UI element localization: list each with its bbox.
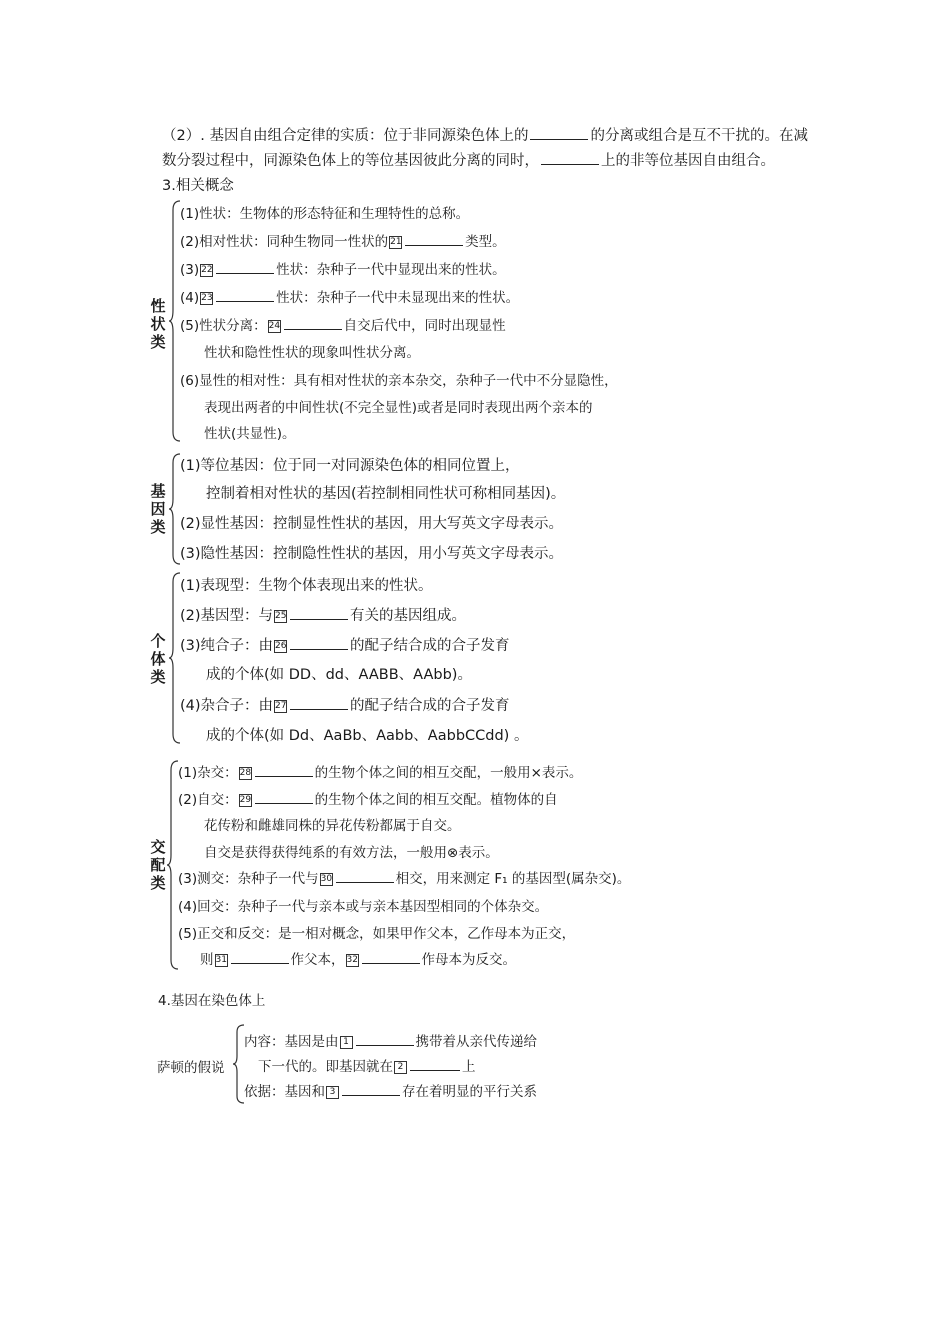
blank-number: 21 xyxy=(390,236,402,247)
trait-item-2 xyxy=(180,233,506,251)
blank-number: 31 xyxy=(215,954,227,965)
para2-text: 上的非等位基因自由组合。 xyxy=(601,153,775,169)
mating-item-4: (4)回交：杂种子一代与亲本或与亲本基因型相同的个体杂交。 xyxy=(178,899,549,915)
mating-item-2 xyxy=(178,791,558,809)
item-text: 的配子结合成的合子发育 xyxy=(350,698,510,714)
mating-category-label: 交配类 xyxy=(150,838,166,892)
blank-number: 25 xyxy=(275,610,287,621)
blank-number: 27 xyxy=(275,700,287,711)
section3-title: 3.相关概念 xyxy=(162,178,234,194)
item-text: (3)测交：杂种子一代与 xyxy=(178,871,319,887)
individual-item-1: (1)表现型：生物个体表现出来的性状。 xyxy=(180,578,433,594)
answer-blank[interactable] xyxy=(255,791,313,804)
trait-item-6-cont2: 性状(共显性)。 xyxy=(204,426,296,442)
mating-item-2-cont: 花传粉和雌雄同株的异花传粉都属于自交。 xyxy=(204,818,461,834)
item-text: 作母本为反交。 xyxy=(421,952,516,968)
answer-blank[interactable] xyxy=(362,951,420,964)
trait-item-4 xyxy=(180,289,519,307)
para2-text: （2）. 基因自由组合定律的实质：位于非同源染色体上的 xyxy=(162,128,529,144)
answer-blank[interactable] xyxy=(541,152,599,165)
blank-number: 26 xyxy=(275,640,287,651)
item-text: (3)纯合子：由 xyxy=(180,638,274,654)
sutton-item-1 xyxy=(244,1033,537,1051)
item-text: 的生物个体之间的相互交配。植物体的自 xyxy=(314,792,558,808)
para2-line2 xyxy=(162,152,775,170)
blank-number: 23 xyxy=(201,292,213,303)
item-text: (5)性状分离： xyxy=(180,318,267,334)
gene-item-3: (3)隐性基因：控制隐性性状的基因，用小写英文字母表示。 xyxy=(180,546,564,562)
item-text: (3) xyxy=(180,262,200,278)
answer-blank[interactable] xyxy=(530,127,588,140)
gene-item-1-cont: 控制着相对性状的基因(若控制相同性状可称相同基因)。 xyxy=(206,486,566,502)
para2-text: 的分离或组合是互不干扰的。在减 xyxy=(590,128,808,144)
individual-item-3 xyxy=(180,637,510,655)
individual-item-4-cont: 成的个体(如 Dd、AaBb、Aabb、AabbCCdd) 。 xyxy=(206,728,529,744)
item-text: 的配子结合成的合子发育 xyxy=(350,638,510,654)
item-text: 有关的基因组成。 xyxy=(350,608,467,624)
blank-number: 22 xyxy=(201,264,213,275)
individual-item-2 xyxy=(180,607,466,625)
individual-item-4 xyxy=(180,697,510,715)
answer-blank[interactable] xyxy=(290,697,348,710)
item-text: (2)基因型：与 xyxy=(180,608,274,624)
item-text: (2)自交： xyxy=(178,792,238,808)
mating-item-1 xyxy=(178,764,582,782)
blank-number: 3 xyxy=(326,1086,339,1099)
trait-item-1: (1)性状：生物体的形态特征和生理特性的总称。 xyxy=(180,206,470,222)
item-text: 存在着明显的平行关系 xyxy=(402,1084,537,1100)
para2-line1 xyxy=(162,127,808,145)
section4-title: 4.基因在染色体上 xyxy=(158,993,266,1009)
trait-item-6: (6)显性的相对性：具有相对性状的亲本杂交，杂种子一代中不分显隐性， xyxy=(180,373,618,389)
item-text: 作父本， xyxy=(290,952,345,968)
blank-number: 1 xyxy=(340,1036,353,1049)
blank-number: 32 xyxy=(346,954,358,965)
item-text: 相交，用来测定 F₁ 的基因型(属杂交)。 xyxy=(395,871,631,887)
gene-category-label: 基因类 xyxy=(150,482,166,536)
sutton-hypothesis-label: 萨顿的假说 xyxy=(157,1060,225,1076)
item-text: 的生物个体之间的相互交配，一般用×表示。 xyxy=(314,765,583,781)
item-text: 则 xyxy=(200,952,214,968)
blank-number: 28 xyxy=(239,767,252,778)
trait-item-5-cont: 性状和隐性性状的现象叫性状分离。 xyxy=(204,345,420,361)
item-text: (1)杂交： xyxy=(178,765,238,781)
item-text: (2)相对性状：同种生物同一性状的 xyxy=(180,234,389,250)
individual-category-label: 个体类 xyxy=(150,632,166,686)
individual-item-3-cont: 成的个体(如 DD、dd、AABB、AAbb)。 xyxy=(206,667,472,683)
para2-text: 数分裂过程中，同源染色体上的等位基因彼此分离的同时， xyxy=(162,153,539,169)
item-text: 自交后代中，同时出现显性 xyxy=(343,318,506,334)
trait-item-5 xyxy=(180,317,506,335)
blank-number: 2 xyxy=(394,1061,407,1074)
trait-category-label: 性状类 xyxy=(150,297,166,351)
answer-blank[interactable] xyxy=(410,1058,460,1071)
item-text: 上 xyxy=(462,1059,476,1075)
individual-brace xyxy=(168,572,182,744)
answer-blank[interactable] xyxy=(290,607,348,620)
blank-number: 24 xyxy=(268,320,281,331)
item-text: 性状：杂种子一代中未显现出来的性状。 xyxy=(276,290,520,306)
answer-blank[interactable] xyxy=(290,637,348,650)
mating-item-5: (5)正交和反交：是一相对概念，如果甲作父本，乙作母本为正交， xyxy=(178,926,576,942)
mating-item-5-cont xyxy=(200,951,516,969)
item-text: (4) xyxy=(180,290,200,306)
item-text: (4)杂合子：由 xyxy=(180,698,274,714)
item-text: 性状：杂种子一代中显现出来的性状。 xyxy=(276,262,506,278)
sutton-item-2 xyxy=(244,1083,537,1101)
answer-blank[interactable] xyxy=(284,317,342,330)
gene-item-2: (2)显性基因：控制显性性状的基因，用大写英文字母表示。 xyxy=(180,516,564,532)
item-text: 携带着从亲代传递给 xyxy=(415,1034,537,1050)
item-text: 下一代的。即基因就在 xyxy=(258,1059,393,1075)
answer-blank[interactable] xyxy=(336,870,394,883)
gene-item-1: (1)等位基因：位于同一对同源染色体的相同位置上， xyxy=(180,458,520,474)
answer-blank[interactable] xyxy=(255,764,313,777)
mating-item-3 xyxy=(178,870,630,888)
mating-item-2-cont2: 自交是获得获得纯系的有效方法，一般用⊗表示。 xyxy=(204,845,499,861)
answer-blank[interactable] xyxy=(405,233,463,246)
blank-number: 30 xyxy=(320,873,333,884)
answer-blank[interactable] xyxy=(216,289,274,302)
item-text: 类型。 xyxy=(465,234,506,250)
trait-item-3 xyxy=(180,261,506,279)
answer-blank[interactable] xyxy=(231,951,289,964)
sutton-item-1-cont xyxy=(258,1058,476,1076)
answer-blank[interactable] xyxy=(216,261,274,274)
item-text: 内容：基因是由 xyxy=(244,1034,339,1050)
trait-item-6-cont: 表现出两者的中间性状(不完全显性)或者是同时表现出两个亲本的 xyxy=(204,400,593,416)
item-text: 依据：基因和 xyxy=(244,1084,325,1100)
answer-blank[interactable] xyxy=(342,1083,400,1096)
answer-blank[interactable] xyxy=(356,1033,414,1046)
blank-number: 29 xyxy=(239,794,252,805)
